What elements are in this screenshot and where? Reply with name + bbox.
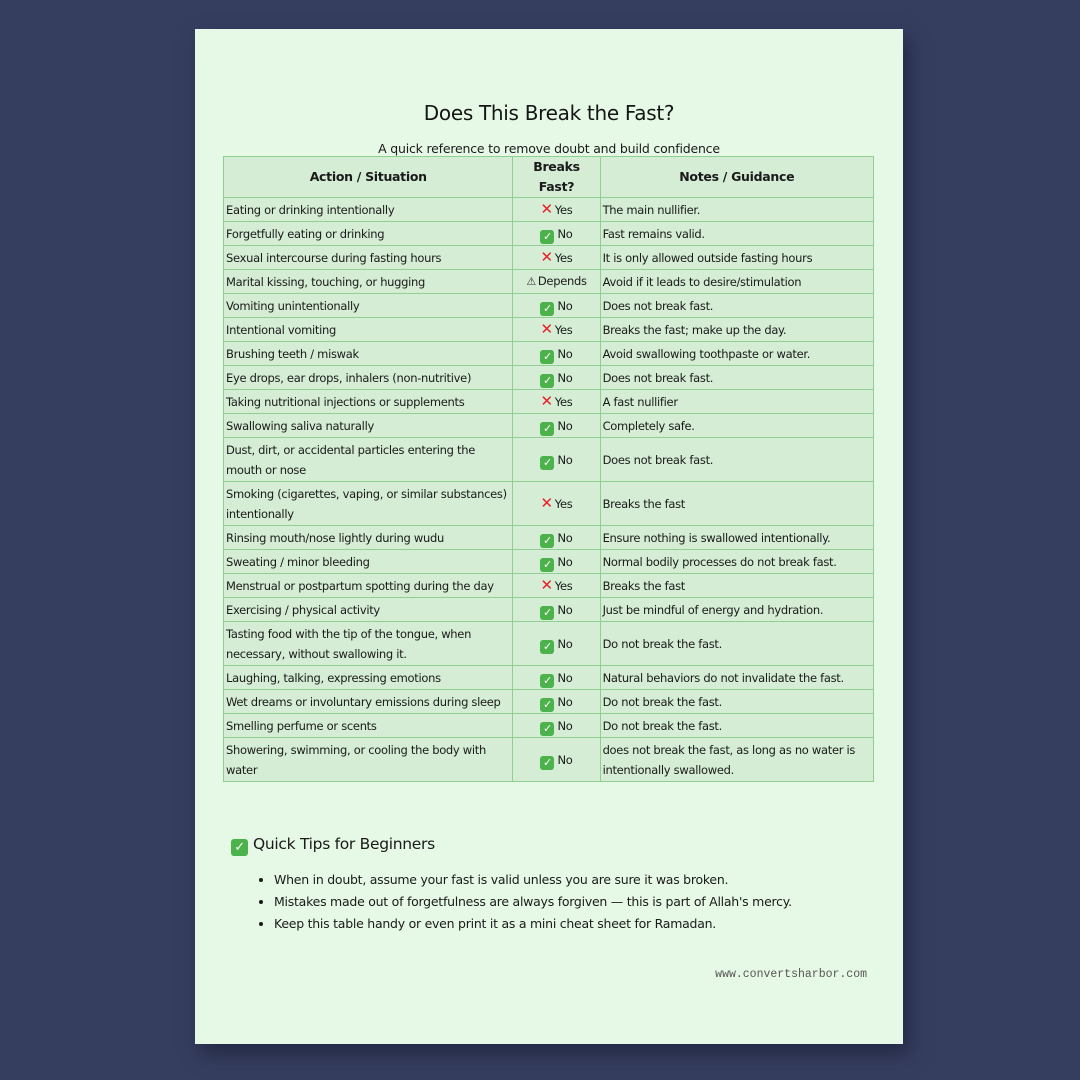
table-row bbox=[224, 390, 874, 414]
table-row bbox=[224, 342, 874, 366]
tip-item: • Mistakes made out of forgetfulness are always forgiven — this is part of Allah's mercy. bbox=[274, 891, 792, 913]
header-action: Action / Situation bbox=[224, 157, 513, 198]
tip-item: • Keep this table handy or even print it as a mini cheat sheet for Ramadan. bbox=[274, 913, 792, 935]
footer-website: www.convertsharbor.com bbox=[715, 968, 867, 981]
action-cell: Tasting food with the tip of the tongue, when necessary, without swallowing it. bbox=[224, 622, 513, 666]
action-cell: Menstrual or postpartum spotting during the day bbox=[224, 574, 513, 598]
verdict-label: Yes bbox=[554, 251, 573, 265]
verdict-label: No bbox=[557, 554, 573, 569]
verdict-cell bbox=[513, 714, 600, 738]
header-notes: Notes / Guidance bbox=[600, 157, 873, 198]
table-row bbox=[224, 222, 874, 246]
verdict-cell bbox=[513, 738, 600, 782]
table-row bbox=[224, 738, 874, 782]
notes-cell: Ensure nothing is swallowed intentionally. bbox=[600, 526, 873, 550]
warning-icon: ⚠ bbox=[526, 275, 536, 288]
table-row bbox=[224, 666, 874, 690]
check-mark-icon: ✓ bbox=[540, 456, 554, 470]
verdict-label: No bbox=[557, 346, 573, 361]
table-row bbox=[224, 714, 874, 738]
action-cell: Eye drops, ear drops, inhalers (non-nutritive) bbox=[224, 366, 513, 390]
check-mark-icon: ✓ bbox=[540, 606, 554, 620]
verdict-cell bbox=[513, 666, 600, 690]
table-row bbox=[224, 574, 874, 598]
verdict-cell bbox=[513, 482, 600, 526]
table-row bbox=[224, 482, 874, 526]
action-cell: Smoking (cigarettes, vaping, or similar substances) intentionally bbox=[224, 482, 513, 526]
verdict-label: No bbox=[557, 530, 573, 545]
verdict-label: No bbox=[557, 670, 573, 685]
verdict-label: No bbox=[557, 370, 573, 385]
verdict-label: No bbox=[557, 718, 573, 733]
check-mark-icon: ✓ bbox=[540, 230, 554, 244]
notes-cell: Does not break fast. bbox=[600, 438, 873, 482]
table-row bbox=[224, 690, 874, 714]
action-cell: Laughing, talking, expressing emotions bbox=[224, 666, 513, 690]
verdict-cell bbox=[513, 574, 600, 598]
table-row bbox=[224, 414, 874, 438]
action-cell: Sweating / minor bleeding bbox=[224, 550, 513, 574]
verdict-cell bbox=[513, 270, 600, 294]
verdict-label: Yes bbox=[554, 395, 573, 409]
action-cell: Rinsing mouth/nose lightly during wudu bbox=[224, 526, 513, 550]
verdict-cell bbox=[513, 438, 600, 482]
verdict-label: Yes bbox=[554, 323, 573, 337]
page-title: Does This Break the Fast? bbox=[423, 101, 675, 125]
verdict-cell bbox=[513, 318, 600, 342]
table-row bbox=[224, 366, 874, 390]
tip-item: • When in doubt, assume your fast is valid unless you are sure it was broken. bbox=[274, 869, 792, 891]
check-mark-icon: ✓ bbox=[540, 756, 554, 770]
verdict-label: No bbox=[557, 226, 573, 241]
cross-mark-icon: ✕ bbox=[540, 392, 553, 410]
verdict-cell bbox=[513, 526, 600, 550]
table-row bbox=[224, 598, 874, 622]
notes-cell: Breaks the fast; make up the day. bbox=[600, 318, 873, 342]
tips-list bbox=[245, 869, 792, 935]
verdict-cell bbox=[513, 622, 600, 666]
notes-cell: It is only allowed outside fasting hours bbox=[600, 246, 873, 270]
table-row bbox=[224, 318, 874, 342]
verdict-cell bbox=[513, 550, 600, 574]
tips-heading-text: Quick Tips for Beginners bbox=[253, 835, 435, 853]
table-row bbox=[224, 198, 874, 222]
verdict-cell bbox=[513, 222, 600, 246]
check-mark-icon: ✓ bbox=[540, 422, 554, 436]
notes-cell: Do not break the fast. bbox=[600, 622, 873, 666]
check-mark-icon: ✓ bbox=[231, 839, 248, 856]
action-cell: Vomiting unintentionally bbox=[224, 294, 513, 318]
check-mark-icon: ✓ bbox=[540, 674, 554, 688]
verdict-label: No bbox=[557, 602, 573, 617]
verdict-cell bbox=[513, 690, 600, 714]
verdict-cell bbox=[513, 366, 600, 390]
verdict-label: Yes bbox=[554, 579, 573, 593]
cross-mark-icon: ✕ bbox=[540, 320, 553, 338]
cross-mark-icon: ✕ bbox=[540, 576, 553, 594]
notes-cell: Fast remains valid. bbox=[600, 222, 873, 246]
notes-cell: Breaks the fast bbox=[600, 574, 873, 598]
table-row bbox=[224, 246, 874, 270]
action-cell: Exercising / physical activity bbox=[224, 598, 513, 622]
page-subtitle: A quick reference to remove doubt and build confidence bbox=[378, 141, 720, 156]
action-cell: Eating or drinking intentionally bbox=[224, 198, 513, 222]
cross-mark-icon: ✕ bbox=[540, 494, 553, 512]
verdict-cell bbox=[513, 198, 600, 222]
check-mark-icon: ✓ bbox=[540, 722, 554, 736]
action-cell: Taking nutritional injections or supplements bbox=[224, 390, 513, 414]
action-cell: Wet dreams or involuntary emissions during sleep bbox=[224, 690, 513, 714]
check-mark-icon: ✓ bbox=[540, 302, 554, 316]
action-cell: Marital kissing, touching, or hugging bbox=[224, 270, 513, 294]
check-mark-icon: ✓ bbox=[540, 558, 554, 572]
verdict-cell bbox=[513, 598, 600, 622]
notes-cell: does not break the fast, as long as no water is intentionally swallowed. bbox=[600, 738, 873, 782]
verdict-label: No bbox=[557, 752, 573, 767]
cross-mark-icon: ✕ bbox=[540, 200, 553, 218]
verdict-cell bbox=[513, 342, 600, 366]
verdict-cell bbox=[513, 246, 600, 270]
verdict-label: Yes bbox=[554, 497, 573, 511]
verdict-cell bbox=[513, 390, 600, 414]
document-page bbox=[195, 29, 903, 1044]
table-row bbox=[224, 622, 874, 666]
table-row bbox=[224, 550, 874, 574]
table-row bbox=[224, 438, 874, 482]
notes-cell: Normal bodily processes do not break fast. bbox=[600, 550, 873, 574]
check-mark-icon: ✓ bbox=[540, 640, 554, 654]
notes-cell: A fast nullifier bbox=[600, 390, 873, 414]
table-header-row bbox=[224, 157, 874, 198]
check-mark-icon: ✓ bbox=[540, 698, 554, 712]
verdict-label: No bbox=[557, 636, 573, 651]
verdict-label: Depends bbox=[537, 274, 587, 288]
notes-cell: Does not break fast. bbox=[600, 366, 873, 390]
check-mark-icon: ✓ bbox=[540, 534, 554, 548]
notes-cell: Do not break the fast. bbox=[600, 714, 873, 738]
notes-cell: Does not break fast. bbox=[600, 294, 873, 318]
action-cell: Smelling perfume or scents bbox=[224, 714, 513, 738]
verdict-label: No bbox=[557, 452, 573, 467]
tips-heading bbox=[231, 835, 435, 856]
notes-cell: The main nullifier. bbox=[600, 198, 873, 222]
verdict-label: No bbox=[557, 298, 573, 313]
verdict-cell bbox=[513, 294, 600, 318]
notes-cell: Just be mindful of energy and hydration. bbox=[600, 598, 873, 622]
notes-cell: Breaks the fast bbox=[600, 482, 873, 526]
fast-reference-table bbox=[223, 156, 874, 782]
action-cell: Intentional vomiting bbox=[224, 318, 513, 342]
action-cell: Showering, swimming, or cooling the body with water bbox=[224, 738, 513, 782]
header-breaks-fast: Breaks Fast? bbox=[513, 157, 600, 198]
action-cell: Brushing teeth / miswak bbox=[224, 342, 513, 366]
notes-cell: Completely safe. bbox=[600, 414, 873, 438]
verdict-label: No bbox=[557, 418, 573, 433]
action-cell: Forgetfully eating or drinking bbox=[224, 222, 513, 246]
table-row bbox=[224, 270, 874, 294]
verdict-label: Yes bbox=[554, 203, 573, 217]
table-row bbox=[224, 526, 874, 550]
notes-cell: Avoid swallowing toothpaste or water. bbox=[600, 342, 873, 366]
notes-cell: Natural behaviors do not invalidate the fast. bbox=[600, 666, 873, 690]
verdict-label: No bbox=[557, 694, 573, 709]
action-cell: Dust, dirt, or accidental particles entering the mouth or nose bbox=[224, 438, 513, 482]
check-mark-icon: ✓ bbox=[540, 374, 554, 388]
notes-cell: Do not break the fast. bbox=[600, 690, 873, 714]
check-mark-icon: ✓ bbox=[540, 350, 554, 364]
notes-cell: Avoid if it leads to desire/stimulation bbox=[600, 270, 873, 294]
action-cell: Swallowing saliva naturally bbox=[224, 414, 513, 438]
verdict-cell bbox=[513, 414, 600, 438]
cross-mark-icon: ✕ bbox=[540, 248, 553, 266]
table-row bbox=[224, 294, 874, 318]
action-cell: Sexual intercourse during fasting hours bbox=[224, 246, 513, 270]
